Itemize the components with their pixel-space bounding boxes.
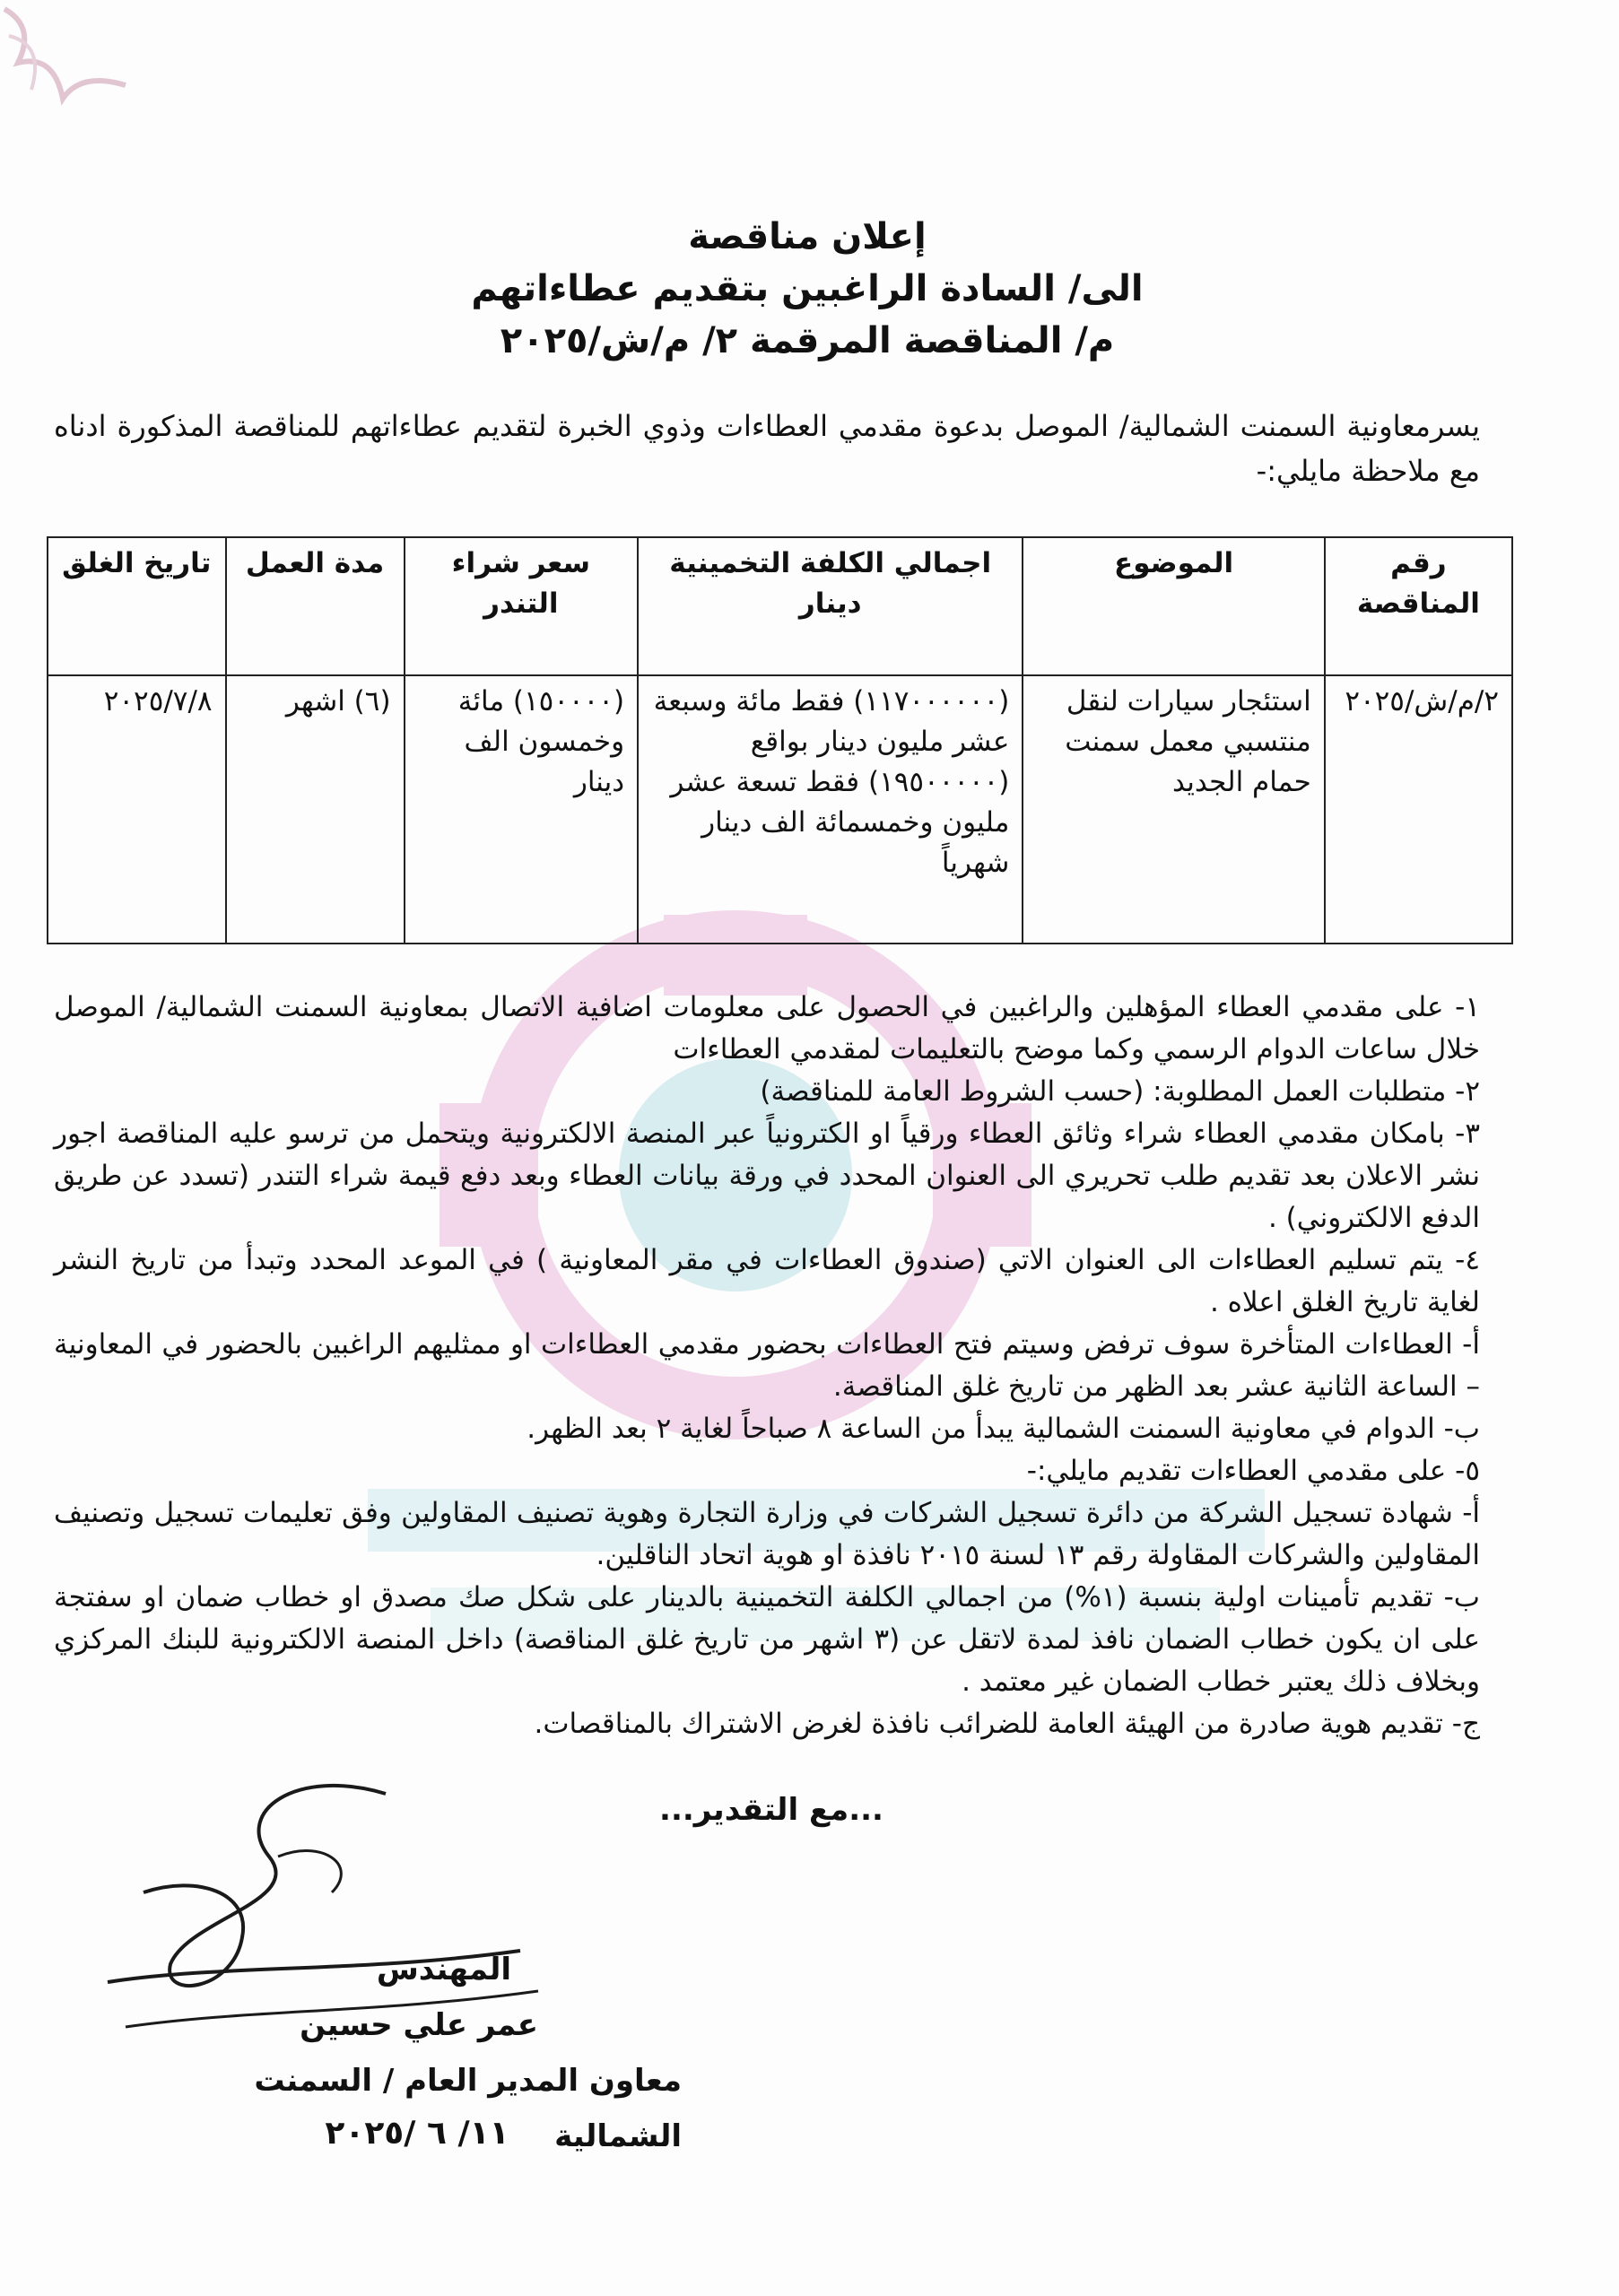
cell-work-duration: (٦) اشهر xyxy=(226,675,405,944)
signatory-position: معاون المدير العام / السمنت الشمالية xyxy=(254,2063,682,2154)
header-tender-price: سعر شراء التندر xyxy=(405,537,639,675)
note-item: أ- العطاءات المتأخرة سوف ترفض وسيتم فتح العطاءات بحضور مقدمي العطاءات او ممثليهم الراغبين بالحضور في المعاونية – الساعة الثانية عشر بعد الظهر من تاريخ غلق المناقصة. xyxy=(54,1328,1480,1403)
signatory-name: عمر علي حسين xyxy=(300,2007,538,2043)
header-work-duration: مدة العمل xyxy=(226,537,405,675)
header-estimated-cost: اجمالي الكلفة التخمينية دينار xyxy=(638,537,1023,675)
tender-table xyxy=(47,536,1513,944)
cell-estimated-cost: (١١٧٠٠٠٠٠٠) فقط مائة وسبعة عشر مليون دينار بواقع (١٩٥٠٠٠٠٠) فقط تسعة عشر مليون وخمسمائة الف دينار شهرياً xyxy=(638,675,1023,944)
announcement-title: إعلان مناقصة xyxy=(688,216,927,257)
table-row xyxy=(48,675,1512,944)
tender-reference: م/ المناقصة المرقمة ٢/ م/ش/٢٠٢٥ xyxy=(500,320,1115,361)
notes-section xyxy=(54,987,1480,1745)
closing-regards: ...مع التقدير... xyxy=(659,1792,883,1828)
header-subject: الموضوع xyxy=(1023,537,1324,675)
table-header-row xyxy=(48,537,1512,675)
note-item: ب- الدوام في معاونية السمنت الشمالية يبدأ من الساعة ٨ صباحاً لغاية ٢ بعد الظهر. xyxy=(527,1413,1480,1445)
cell-subject: استئجار سيارات لنقل منتسبي معمل سمنت حمام الجديد xyxy=(1023,675,1324,944)
announcement-header xyxy=(269,211,1345,367)
header-closing-date: تاريخ الغلق xyxy=(48,537,226,675)
note-item: ب- تقديم تأمينات اولية بنسبة (١%) من اجمالي الكلفة التخمينية بالدينار على شكل صك مصدق او خطاب ضمان او سفتجة على ان يكون خطاب الضمان نافذ لمدة لاتقل عن (٣ اشهر من تاريخ غلق المناقصة) داخل المنصة الالكترونية للبنك المركزي وبخلاف ذلك يعتبر خطاب الضمان غير معتمد . xyxy=(54,1581,1480,1698)
cell-tender-number: ٢/م/ش/٢٠٢٥ xyxy=(1325,675,1512,944)
note-item: ٢- متطلبات العمل المطلوبة: (حسب الشروط العامة للمناقصة) xyxy=(760,1075,1480,1108)
header-tender-number: رقم المناقصة xyxy=(1325,537,1512,675)
note-item: أ- شهادة تسجيل الشركة من دائرة تسجيل الشركات في وزارة التجارة وهوية تصنيف المقاولين وفق تعليمات تسجيل وتصنيف المقاولين والشركات المقاولة رقم ١٣ لسنة ٢٠١٥ نافذة او هوية اتحاد الناقلين. xyxy=(54,1497,1480,1571)
signatory-title: المهندس xyxy=(376,1952,511,1987)
note-item: ٤- يتم تسليم العطاءات الى العنوان الاتي (صندوق العطاءات في مقر المعاونية ) في الموعد المحدد وتبدأ من تاريخ النشر لغاية تاريخ الغلق اعلاه . xyxy=(54,1244,1480,1318)
cell-tender-price: (١٥٠٠٠٠) مائة وخمسون الف دينار xyxy=(405,675,639,944)
note-item: ٣- بامكان مقدمي العطاء شراء وثائق العطاء ورقياً او الكترونياً عبر المنصة الالكترونية ويتحمل من ترسو عليه المناقصة اجور نشر الاعلان بعد تقديم طلب تحريري الى العنوان المحدد في ورقة بيانات العطاء وبعد دفع قيمة شراء التندر (تسدد عن طريق الدفع الالكتروني) . xyxy=(54,1118,1480,1234)
note-item: ١- على مقدمي العطاء المؤهلين والراغبين في الحصول على معلومات اضافية الاتصال بمعاونية السمنت الشمالية/ الموصل خلال ساعات الدوام الرسمي وكما موضح بالتعليمات لمقدمي العطاءات xyxy=(54,991,1480,1065)
scan-smudge xyxy=(0,0,135,126)
signature-date: ١١/ ٦ /٢٠٢٥ xyxy=(325,2115,509,2152)
note-item: ٥- على مقدمي العطاءات تقديم مايلي:- xyxy=(1026,1455,1480,1487)
cell-closing-date: ٢٠٢٥/٧/٨ xyxy=(48,675,226,944)
addressee-line: الى/ السادة الراغبين بتقديم عطاءاتهم xyxy=(471,268,1144,309)
intro-paragraph: يسرمعاونية السمنت الشمالية/ الموصل بدعوة مقدمي العطاءات وذوي الخبرة لتقديم عطاءاتهم للمناقصة المذكورة ادناه مع ملاحظة مايلي:- xyxy=(54,409,1480,488)
note-item: ج- تقديم هوية صادرة من الهيئة العامة للضرائب نافذة لغرض الاشتراك بالمناقصات. xyxy=(534,1708,1480,1740)
